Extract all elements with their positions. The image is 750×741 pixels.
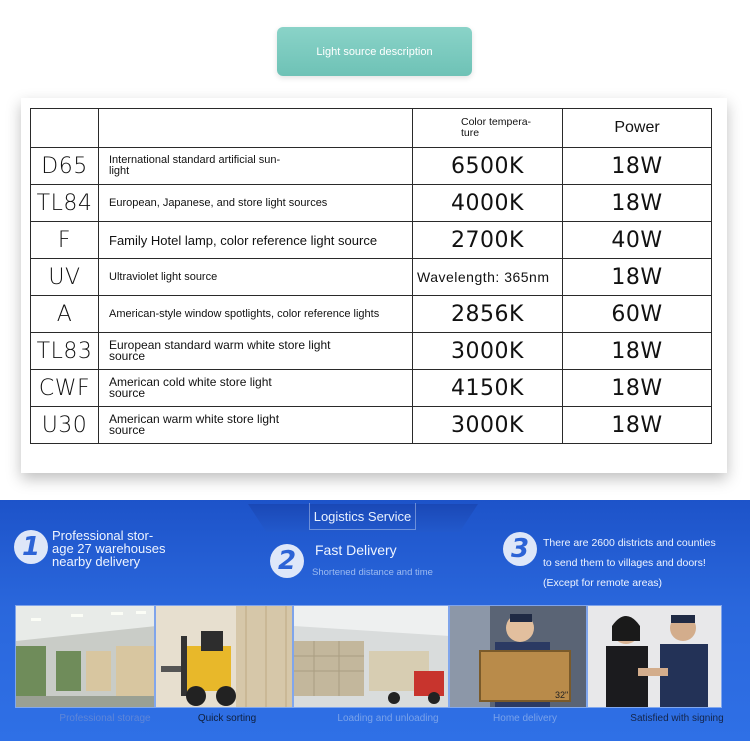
row-code: UV [31, 259, 99, 296]
row-value: 2700K [413, 222, 563, 259]
feature-storage-text: Professional stor- age 27 warehouses nearby delivery [52, 528, 166, 569]
row-code: CWF [31, 370, 99, 407]
row-description: Family Hotel lamp, color reference light source [99, 222, 413, 259]
row-code: U30 [31, 407, 99, 444]
number-two-icon: 2 [270, 544, 304, 578]
row-value: 2856K [413, 296, 563, 333]
logistics-title: Logistics Service [309, 503, 416, 530]
signing-photo [587, 605, 722, 708]
caption-satisfied-signing: Satisfied with signing [630, 713, 724, 724]
table-row [31, 148, 712, 185]
row-code: F [31, 222, 99, 259]
table-header-row [31, 109, 712, 148]
caption-quick-sorting: Quick sorting [197, 713, 257, 724]
row-description: International standard artificial sun- light [99, 148, 413, 185]
home-delivery-photo [449, 605, 587, 708]
pill-label: Light source description [316, 45, 433, 58]
table-row [31, 370, 712, 407]
light-source-table-card [21, 98, 727, 473]
row-description: European, Japanese, and store light sources [99, 185, 413, 222]
row-description: American warm white store light source [99, 407, 413, 444]
truck-loading-photo [293, 605, 449, 708]
header-color-temperature: Color tempera- ture [413, 109, 563, 148]
row-power: 60W [563, 296, 712, 333]
caption-loading-unloading: Loading and unloading [337, 713, 439, 724]
warehouse-photo [15, 605, 155, 708]
row-value: 3000K [413, 407, 563, 444]
box-label: 32" [555, 690, 569, 700]
table-row [31, 296, 712, 333]
feature-fast-delivery-subtitle: Shortened distance and time [312, 567, 433, 578]
table-row [31, 259, 712, 296]
light-source-description-button[interactable] [277, 27, 472, 76]
row-power: 18W [563, 370, 712, 407]
row-power: 40W [563, 222, 712, 259]
row-code: TL84 [31, 185, 99, 222]
caption-professional-storage: Professional storage [59, 713, 151, 724]
number-three-icon: 3 [503, 532, 537, 566]
row-power: 18W [563, 185, 712, 222]
light-source-table [30, 108, 712, 444]
caption-home-delivery: Home delivery [493, 713, 557, 724]
header-power: Power [563, 109, 712, 148]
table-row [31, 222, 712, 259]
table-row [31, 333, 712, 370]
row-power: 18W [563, 148, 712, 185]
row-description: American cold white store light source [99, 370, 413, 407]
number-one-icon: 1 [14, 530, 48, 564]
row-value: Wavelength: 365nm [413, 259, 563, 296]
row-value: 4150K [413, 370, 563, 407]
row-description: Ultraviolet light source [99, 259, 413, 296]
feature-fast-delivery-title: Fast Delivery [315, 542, 397, 558]
row-code: D65 [31, 148, 99, 185]
header-code-cell [31, 109, 99, 148]
row-power: 18W [563, 333, 712, 370]
row-value: 3000K [413, 333, 563, 370]
row-code: A [31, 296, 99, 333]
feature-coverage-text: There are 2600 districts and counties to send them to villages and doors! (Except for remote areas) [543, 537, 716, 589]
row-value: 6500K [413, 148, 563, 185]
forklift-photo [155, 605, 293, 708]
header-desc-cell [99, 109, 413, 148]
row-power: 18W [563, 259, 712, 296]
row-description: American-style window spotlights, color reference lights [99, 296, 413, 333]
table-row [31, 185, 712, 222]
table-row [31, 407, 712, 444]
row-description: European standard warm white store light source [99, 333, 413, 370]
row-code: TL83 [31, 333, 99, 370]
row-power: 18W [563, 407, 712, 444]
row-value: 4000K [413, 185, 563, 222]
logistics-section [0, 500, 750, 741]
